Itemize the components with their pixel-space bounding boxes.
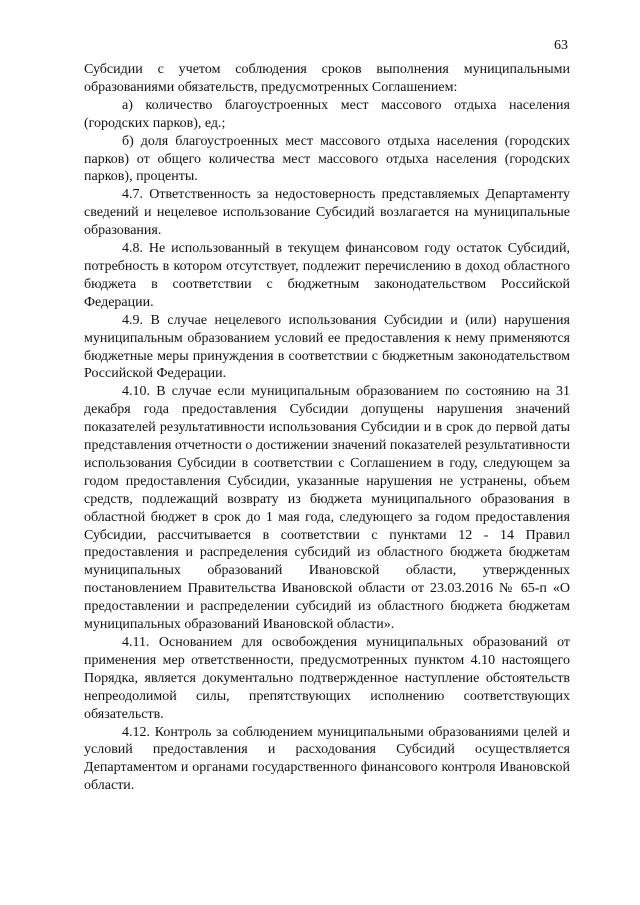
- paragraph-4-10: 4.10. В случае если муниципальным образованием по состоянию на 31 декабря года предоставления Субсидии допущены нарушения значений показателей результативности использования Субсидии и в срок до первой даты представления отчетности о достижении значений показателей результативности использования Субсидии в соответствии с Соглашением в году, следующем за годом предоставления Субсидии, указанные нарушения не устранены, объем средств, подлежащий возврату из бюджета муниципального образования в областной бюджет в срок до 1 мая года, следующего за годом предоставления Субсидии, рассчитывается в соответствии с пунктами 12 - 14 Правил предоставления и распределения субсидий из областного бюджета бюджетам муниципальных образований Ивановской области, утвержденных постановлением Правительства Ивановской области от 23.03.2016 № 65-п «О предоставлении и распределении субсидий из областного бюджета бюджетам муниципальных образований Ивановской области».: [84, 384, 570, 633]
- paragraph-continuation: Субсидии с учетом соблюдения сроков выполнения муниципальными образованиями обязательств, предусмотренных Соглашением:: [84, 62, 570, 95]
- paragraph-item-b: б) доля благоустроенных мест массового отдыха населения (городских парков) от общего количества мест массового отдыха населения (городских парков), проценты.: [84, 133, 570, 185]
- paragraph-4-8: 4.8. Не использованный в текущем финансовом году остаток Субсидий, потребность в котором отсутствует, подлежит перечислению в доход областного бюджета в соответствии с бюджетным законодательством Российской Федерации.: [84, 241, 570, 310]
- paragraph-item-a: а) количество благоустроенных мест массового отдыха населения (городских парков), ед.;: [84, 97, 570, 131]
- paragraph-4-12: 4.12. Контроль за соблюдением муниципальными образованиями целей и условий предоставления и расходования Субсидий осуществляется Департаментом и органами государственного финансового контроля Ивановской области.: [84, 724, 570, 794]
- page-number: 63: [554, 38, 568, 53]
- paragraph-4-11: 4.11. Основанием для освобождения муниципальных образований от применения мер ответственности, предусмотренных пунктом 4.10 настоящего Порядка, является документально подтвержденное наступление обстоятельств непреодолимой силы, препятствующих исполнению соответствующих обязательств.: [84, 635, 570, 722]
- paragraph-4-7: 4.7. Ответственность за недостоверность представляемых Департаменту сведений и нецелевое использование Субсидий возлагается на муниципальные образования.: [84, 187, 570, 239]
- document-body: [84, 61, 570, 795]
- paragraph-4-9: 4.9. В случае нецелевого использования Субсидии и (или) нарушения муниципальным образованием условий ее предоставления к нему применяются бюджетные меры принуждения в соответствии с бюджетным законодательством Российской Федерации.: [84, 312, 570, 382]
